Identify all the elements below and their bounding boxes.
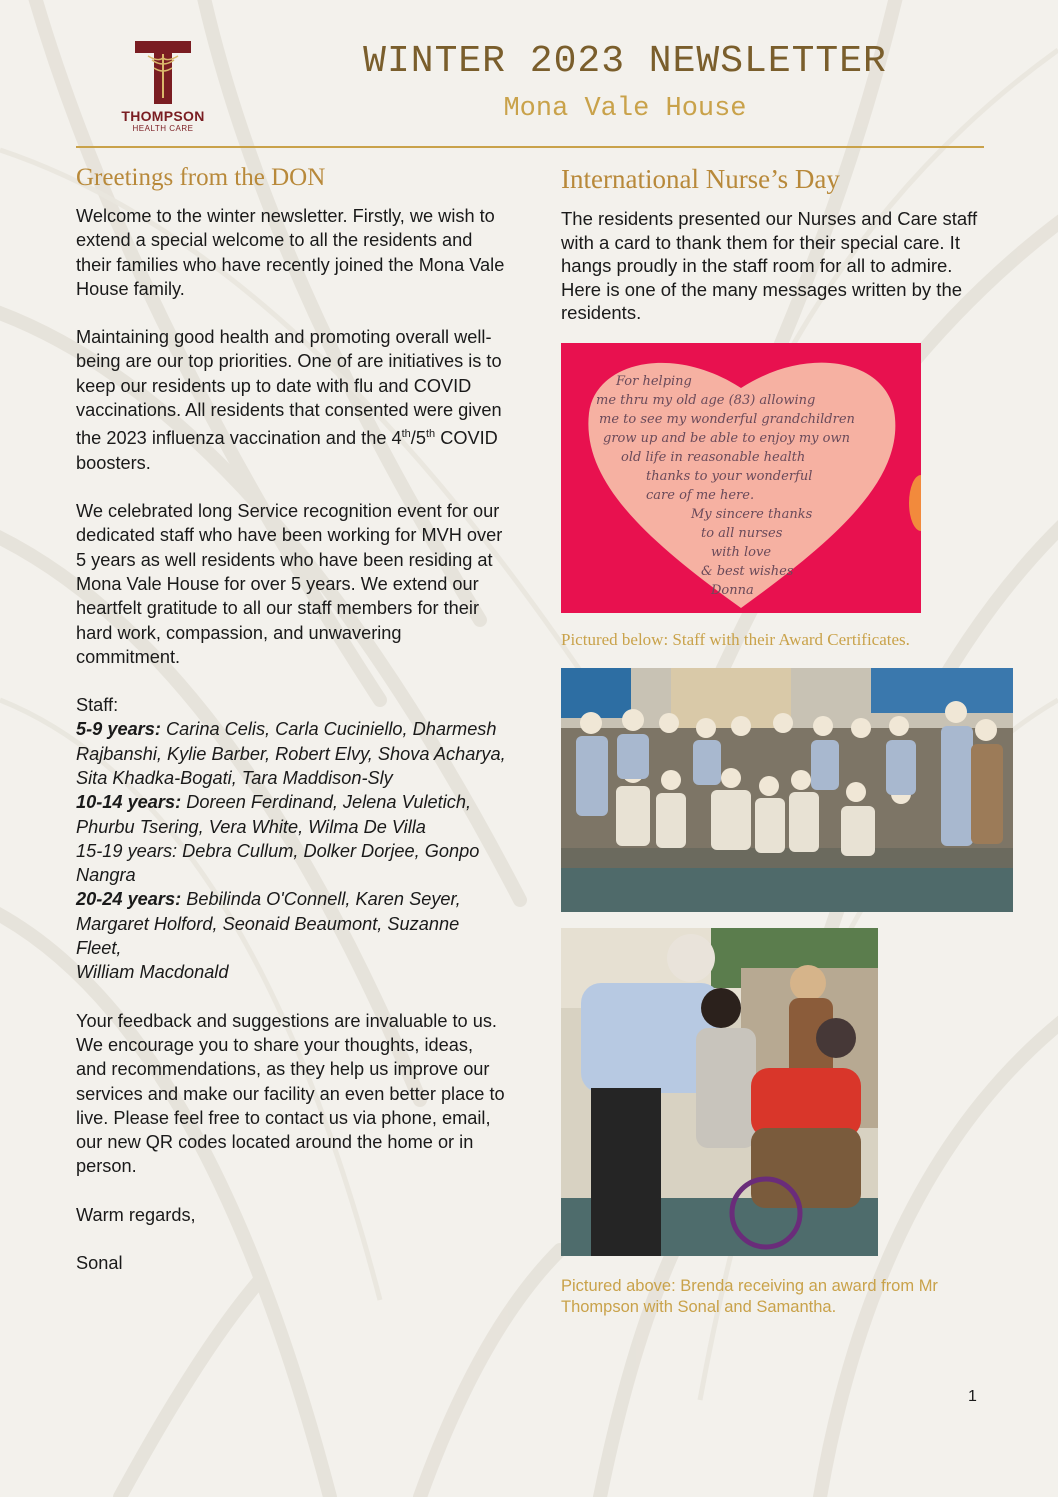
- staff-award-group-photo: [561, 668, 1013, 912]
- card-handwriting-line: old life in reasonable health: [621, 450, 806, 465]
- card-handwriting-line: with love: [711, 545, 772, 560]
- signature: Sonal: [76, 1253, 123, 1274]
- card-handwriting-line: care of me here.: [646, 488, 755, 503]
- health-text: /5: [410, 428, 426, 449]
- staff-years: 20-24 years:: [76, 889, 182, 910]
- newsletter-subtitle: Mona Vale House: [503, 94, 747, 124]
- card-handwriting-line: me to see my wonderful grandchildren: [599, 412, 855, 427]
- right-column: [561, 164, 991, 325]
- card-handwriting-line: thanks to your wonderful: [646, 469, 813, 484]
- staff-years: 15-19 years:: [76, 840, 178, 861]
- award-photo-caption: Pictured above: Brenda receiving an award from Mr Thompson with Sonal and Samantha.: [561, 1277, 938, 1316]
- brenda-award-photo: [561, 928, 878, 1256]
- card-handwriting-line: Donna: [711, 583, 754, 598]
- staff-years: 5-9 years:: [76, 719, 161, 740]
- award-photo-image: [561, 928, 878, 1256]
- feedback-paragraph: Your feedback and suggestions are invaluable to us. We encourage you to share your thoughts, ideas, and recommendations, as they help us improve our services and make our facility an even better place to live. Please feel free to contact us via phone, email, our new QR codes located around the home or in person.: [76, 1010, 505, 1177]
- health-text: Maintaining good health and promoting overall well-being are our top priorities. One of are initiatives is to keep our residents up to date with flu and COVID vaccinations. All residents that consented were given the 2023 influenza vaccination and the 4: [76, 327, 502, 449]
- superscript: th: [401, 428, 411, 441]
- health-text: COVID boosters.: [76, 428, 498, 473]
- regards: Warm regards,: [76, 1204, 196, 1225]
- logo-t-icon: [108, 38, 218, 108]
- card-handwriting-line: to all nurses: [701, 526, 783, 541]
- staff-names: Bebilinda O'Connell, Karen Seyer, Margaret Holford, Seonaid Beaumont, Suzanne Fleet,: [76, 889, 461, 959]
- staff-list: [76, 693, 506, 985]
- staff-names: William Macdonald: [76, 962, 229, 983]
- long-service-paragraph: We celebrated long Service recognition event for our dedicated staff who have been working for MVH over 5 years as well residents who have been residing at Mona Vale House for over 5 years. We extend our heartfelt gratitude to all our staff members for their hard work, compassion, and unwavering commitment.: [76, 501, 503, 667]
- staff-label: Staff:: [76, 695, 119, 716]
- nurses-day-heading: International Nurse’s Day: [561, 164, 840, 194]
- heart-card-image: [561, 343, 921, 613]
- newsletter-title: WINTER 2023 NEWSLETTER: [363, 40, 887, 83]
- card-handwriting-line: My sincere thanks: [691, 507, 813, 522]
- nurses-day-paragraph: The residents presented our Nurses and Care staff with a card to thank them for their special care. It hangs proudly in the staff room for all to admire. Here is one of the many messages written by the residents.: [561, 208, 978, 323]
- card-handwriting-line: me thru my old age (83) allowing: [596, 393, 816, 408]
- thank-you-card-photo: [561, 343, 921, 613]
- staff-photo-caption: Pictured below: Staff with their Award Certificates.: [561, 630, 910, 649]
- page-number: 1: [968, 1388, 977, 1405]
- logo-name: THOMPSON: [121, 108, 205, 124]
- staff-years: 10-14 years:: [76, 792, 182, 813]
- card-handwriting-line: For helping: [616, 374, 692, 389]
- welcome-paragraph: Welcome to the winter newsletter. Firstly, we wish to extend a special welcome to all the residents and their families who have recently joined the Mona Vale House family.: [76, 206, 505, 299]
- staff-names: Carina Celis, Carla Cuciniello, Dharmesh Rajbanshi, Kylie Barber, Robert Elvy, Shova Acharya, Sita Khadka-Bogati, Tara Maddison-Sly: [76, 719, 506, 788]
- group-photo-image: [561, 668, 1013, 912]
- card-handwriting-line: grow up and be able to enjoy my own: [603, 431, 850, 446]
- don-heading: Greetings from the DON: [76, 164, 326, 191]
- staff-names: Debra Cullum, Dolker Dorjee, Gonpo Nangra: [76, 840, 480, 886]
- staff-names: Doreen Ferdinand, Jelena Vuletich, Phurbu Tsering, Vera White, Wilma De Villa: [76, 792, 472, 837]
- card-handwriting-line: & best wishes: [701, 564, 794, 579]
- superscript: th: [425, 428, 436, 441]
- header-divider: [76, 146, 984, 148]
- thompson-logo: [108, 38, 218, 138]
- left-column: [76, 164, 506, 1299]
- logo-subtitle: HEALTH CARE: [132, 124, 194, 133]
- health-paragraph: [76, 325, 506, 475]
